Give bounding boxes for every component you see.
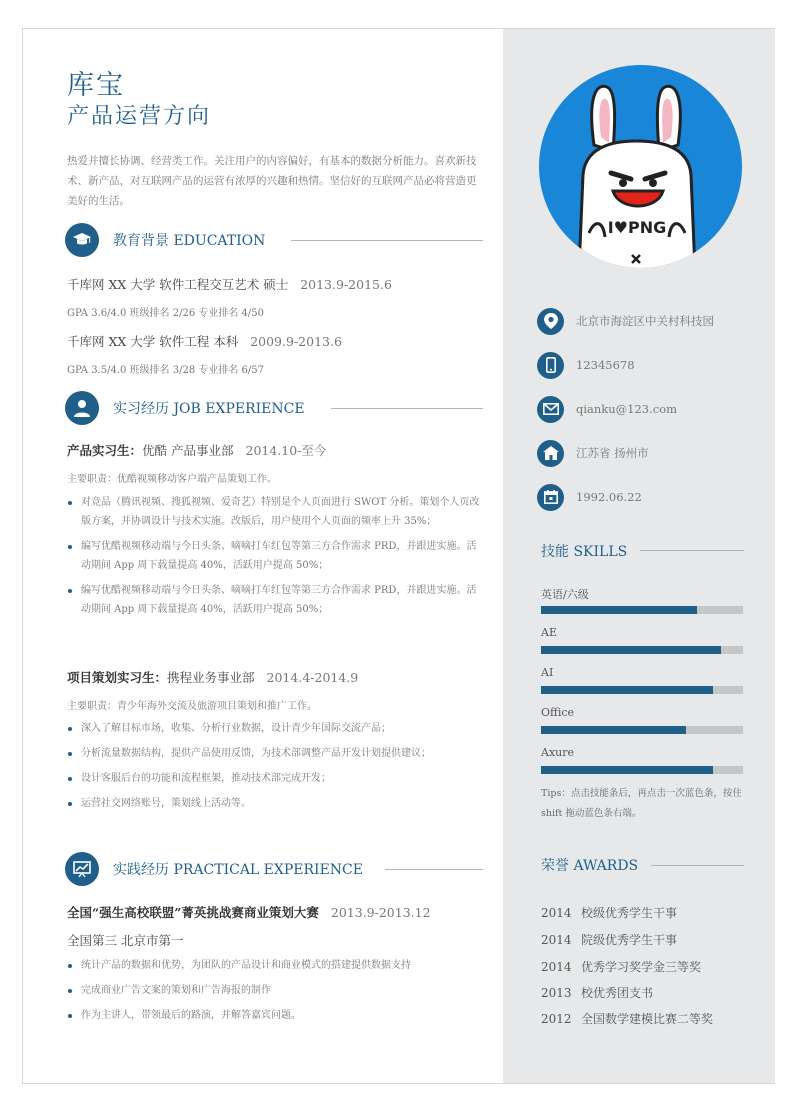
practice-title: 实践经历 PRACTICAL EXPERIENCE (113, 862, 363, 878)
education-title: 教育背景 EDUCATION (113, 233, 266, 249)
skills-title: 技能 SKILLS (541, 544, 628, 560)
list-item: 编写优酷视频移动端与今日头条、嘀嘀打车红包等第三方合作需求 PRD，并跟进实施。活动期间 App 周下载量提高 40%，活跃用户提高 50%； (67, 537, 485, 575)
contact-email-text: qianku@123.com (576, 402, 678, 416)
graduation-cap-icon (65, 223, 99, 257)
sidebar (503, 29, 775, 1083)
list-item: 统计产品的数据和优势，为团队的产品设计和商业模式的搭建提供数据支持 (67, 956, 485, 975)
presentation-chart-icon (65, 852, 99, 886)
awards-title: 荣誉 AWARDS (541, 858, 639, 874)
contact-phone-text: 12345678 (576, 358, 635, 372)
internship-divider (331, 408, 483, 409)
calendar-icon (537, 484, 564, 511)
candidate-name: 库宝 (67, 70, 125, 101)
job-1-bullets (67, 493, 485, 625)
avatar (539, 65, 742, 268)
resume-page (22, 28, 775, 1084)
list-item: 编写优酷视频移动端与今日头条、嘀嘀打车红包等第三方合作需求 PRD，并跟进实施。活动期间 App 周下载量提高 40%，活跃用户提高 50%； (67, 581, 485, 619)
contact-email (537, 395, 677, 423)
award-item: 2014 优秀学习奖学金三等奖 (541, 960, 702, 974)
skill-label: AI (541, 666, 554, 679)
avatar-shirt-text: I♥PNG (607, 218, 667, 237)
awards-divider (651, 865, 744, 866)
skill-bar[interactable] (541, 726, 743, 734)
skill-label: 英语/六级 (541, 588, 589, 601)
practice-entry-title: 全国“强生高校联盟”菁英挑战赛商业策划大赛 2013.9-2013.12 (67, 905, 431, 920)
list-item: 运营社交网络账号，策划线上活动等。 (67, 794, 485, 813)
list-item: 作为主讲人，带领最后的路演，并解答嘉宾问题。 (67, 1006, 485, 1025)
home-icon (537, 440, 564, 467)
mail-icon (537, 396, 564, 423)
list-item: 完成商业广告文案的策划和广告海报的制作 (67, 981, 485, 1000)
contact-address-text: 北京市海淀区中关村科技园 (576, 314, 714, 328)
contact-hometown-text: 江苏省 扬州市 (576, 446, 649, 460)
job-2-bullets (67, 719, 485, 819)
bunny-illustration (539, 65, 742, 268)
job-1-title: 产品实习生：优酷 产品事业部 2014.10-至今 (67, 443, 327, 458)
contact-birthday-text: 1992.06.22 (576, 490, 642, 504)
job-2-title: 项目策划实习生：携程业务事业部 2014.4-2014.9 (67, 670, 359, 685)
contact-birthday (537, 483, 642, 511)
skill-bar-fill[interactable] (541, 686, 713, 694)
job-1-duty: 主要职责：优酷视频移动客户端产品策划工作。 (67, 474, 277, 485)
internship-title: 实习经历 JOB EXPERIENCE (113, 401, 305, 417)
practice-section-header (65, 852, 363, 886)
education-entry-2-title: 千库网 XX 大学 软件工程 本科 2009.9-2013.6 (67, 334, 342, 349)
list-item: 分析流量数据结构，提供产品使用反馈，为技术部调整产品开发计划提供建议； (67, 744, 485, 763)
user-profile-icon (65, 391, 99, 425)
practice-bullets (67, 956, 485, 1031)
skill-label: Axure (541, 746, 574, 759)
award-item: 2013 校优秀团支书 (541, 986, 654, 1000)
education-section-header (65, 223, 265, 257)
skill-bar[interactable] (541, 766, 743, 774)
award-item: 2014 院级优秀学生干事 (541, 933, 678, 947)
skill-label: Office (541, 706, 575, 719)
internship-section-header (65, 391, 305, 425)
skill-bar-fill[interactable] (541, 606, 697, 614)
phone-icon (537, 352, 564, 379)
contact-address (537, 307, 714, 335)
list-item: 对竞品（腾讯视频、搜狐视频、爱奇艺）特别是个人页面进行 SWOT 分析。策划个人页改版方案，并协调设计与技术实施。改版后，用户使用个人页面的频率上升 35%； (67, 493, 485, 531)
practice-entry-result: 全国第三 北京市第一 (67, 933, 184, 948)
education-divider (291, 240, 483, 241)
skill-label: AE (541, 626, 557, 639)
education-entry-2-meta: GPA 3.5/4.0 班级排名 3/28 专业排名 6/57 (67, 365, 265, 376)
education-entry-1-title: 千库网 XX 大学 软件工程交互艺术 硕士 2013.9-2015.6 (67, 277, 392, 292)
skill-bar-fill[interactable] (541, 726, 686, 734)
award-item: 2014 校级优秀学生干事 (541, 906, 678, 920)
job-2-duty: 主要职责：青少年海外交流及旅游项目策划和推广工作。 (67, 701, 317, 712)
skill-bar-fill[interactable] (541, 646, 721, 654)
education-entry-1-meta: GPA 3.6/4.0 班级排名 2/26 专业排名 4/50 (67, 308, 265, 319)
contact-hometown (537, 439, 649, 467)
target-position: 产品运营方向 (67, 104, 212, 129)
location-pin-icon (537, 308, 564, 335)
list-item: 设计客服后台的功能和流程框架，推动技术部完成开发； (67, 769, 485, 788)
skill-bar[interactable] (541, 646, 743, 654)
skills-tips: Tips：点击技能条后，再点击一次蓝色条，按住 shift 拖动蓝色条右端。 (541, 788, 742, 819)
practice-divider (385, 869, 483, 870)
list-item: 深入了解目标市场，收集、分析行业数据，设计青少年国际交流产品； (67, 719, 485, 738)
award-item: 2012 全国数学建模比赛二等奖 (541, 1012, 714, 1026)
main-column (23, 29, 503, 1083)
self-introduction: 热爱并擅长协调、经营类工作。关注用户的内容偏好，有基本的数据分析能力。喜欢新技术、新产品，对互联网产品的运营有浓厚的兴趣和热情。坚信好的互联网产品必将营造更美好的生活。 (67, 155, 477, 207)
skill-bar-fill[interactable] (541, 766, 713, 774)
skill-bar[interactable] (541, 606, 743, 614)
skills-divider (640, 550, 744, 551)
skill-bar[interactable] (541, 686, 743, 694)
contact-phone (537, 351, 635, 379)
